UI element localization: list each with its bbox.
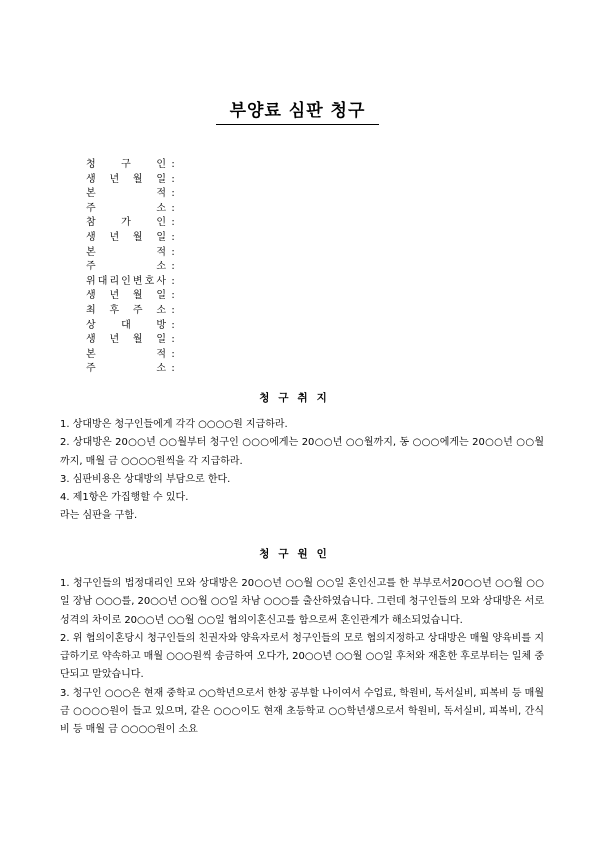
party-field-row: [86, 202, 186, 217]
party-field-row: [86, 304, 186, 319]
party-field-row: [86, 173, 186, 188]
party-field-colon: :: [171, 246, 175, 258]
party-field-row: [86, 231, 186, 246]
party-field-colon: :: [171, 217, 175, 229]
paragraph: 2. 상대방은 20○○년 ○○월부터 청구인 ○○○에게는 20○○년 ○○월까지, 동 ○○○에게는 20○○년 ○○월까지, 매월 금 ○○○○원씩을 각 지급하라.: [60, 437, 544, 467]
party-field-colon: :: [171, 348, 175, 360]
party-field-colon: :: [171, 188, 175, 200]
paragraph: 3. 청구인 ○○○은 현재 중학교 ○○학년으로서 한창 공부할 나이여서 수업료, 학원비, 독서실비, 피복비 등 매월 금 ○○○○원이 들고 있으며, 같은 ○○○이도 현재 초등학교 ○○학년생으로서 학원비, 독서실비, 피복비, 간식비 등 매월 금 ○○○○원이 소요: [60, 687, 544, 736]
paragraph: 3. 심판비용은 상대방의 부담으로 한다.: [60, 473, 231, 485]
party-field-colon: :: [171, 334, 175, 346]
claim-purpose-heading: 청구취지: [259, 392, 336, 404]
party-field-row: [86, 158, 186, 173]
party-field-row: [86, 246, 186, 261]
party-field-label: 생 년 월 일: [86, 231, 166, 243]
paragraph: 1. 상대방은 청구인들에게 각각 ○○○○원 지급하라.: [60, 419, 288, 430]
party-field-label: 본 적: [86, 348, 166, 360]
party-field-row: [86, 333, 186, 348]
claim-purpose-body: [60, 416, 544, 526]
party-field-label: 참 가 인: [86, 217, 166, 229]
party-field-colon: :: [171, 319, 175, 331]
party-field-label: 주 소: [86, 202, 166, 214]
party-field-row: [86, 289, 186, 304]
paragraph: 4. 제1항은 가집행할 수 있다.: [60, 492, 189, 504]
paragraph: 1. 청구인들의 법정대리인 모와 상대방은 20○○년 ○○월 ○○일 혼인신고를 한 부부로서20○○년 ○○월 ○○일 장남 ○○○를, 20○○년 ○○월 ○○일 차남 ○○○를 출산하였습니다. 그런데 청구인들의 모와 상대방은 서로 성격의 차이로 20○○년 ○○월 ○○일 협의이혼신고를 함으로써 혼인관계가 해소되었습니다.: [60, 578, 544, 626]
document-title-block: [0, 96, 595, 125]
party-field-label: 상 대 방: [86, 319, 166, 331]
claim-cause-body: [60, 575, 544, 740]
party-field-colon: :: [171, 202, 175, 214]
party-field-label: 본 적: [86, 188, 166, 200]
party-field-colon: :: [171, 363, 175, 375]
party-field-label: 위 대 리 인 변 호 사: [86, 275, 166, 287]
party-field-row: [86, 362, 186, 377]
document-title: 부양료 심판 청구: [216, 96, 380, 125]
party-field-colon: :: [171, 275, 175, 287]
party-field-label: 최 후 주 소: [86, 304, 166, 316]
party-field-colon: :: [171, 290, 175, 302]
party-field-label: 청 구 인: [86, 159, 166, 170]
party-field-label: 생 년 월 일: [86, 173, 166, 185]
party-field-label: 생 년 월 일: [86, 290, 166, 302]
party-field-row: [86, 348, 186, 363]
paragraph: 2. 위 협의이혼당시 청구인들의 친권자와 양육자로서 청구인들의 모로 협의지정하고 상대방은 매월 양육비를 지급하기로 약속하고 매월 ○○○원씩 송금하여 오다가, 20○○년 ○○월 ○○일 후처와 재혼한 후로부터는 일체 중단되고 말았습니다.: [60, 632, 544, 681]
party-field-colon: :: [171, 231, 175, 243]
party-field-row: [86, 319, 186, 334]
claim-cause-heading: 청구원인: [259, 548, 336, 560]
party-field-row: [86, 275, 186, 290]
party-field-colon: :: [171, 173, 175, 185]
paragraph: 라는 심판을 구함.: [60, 510, 138, 522]
party-field-colon: :: [171, 159, 175, 170]
party-field-label: 주 소: [86, 261, 166, 273]
party-field-row: [86, 260, 186, 275]
party-field-colon: :: [171, 304, 175, 316]
party-field-label: 생 년 월 일: [86, 334, 166, 346]
party-field-label: 본 적: [86, 246, 166, 258]
party-field-colon: :: [171, 261, 175, 273]
party-fields: [86, 158, 186, 377]
party-field-label: 주 소: [86, 363, 166, 375]
party-field-row: [86, 187, 186, 202]
party-field-row: [86, 216, 186, 231]
